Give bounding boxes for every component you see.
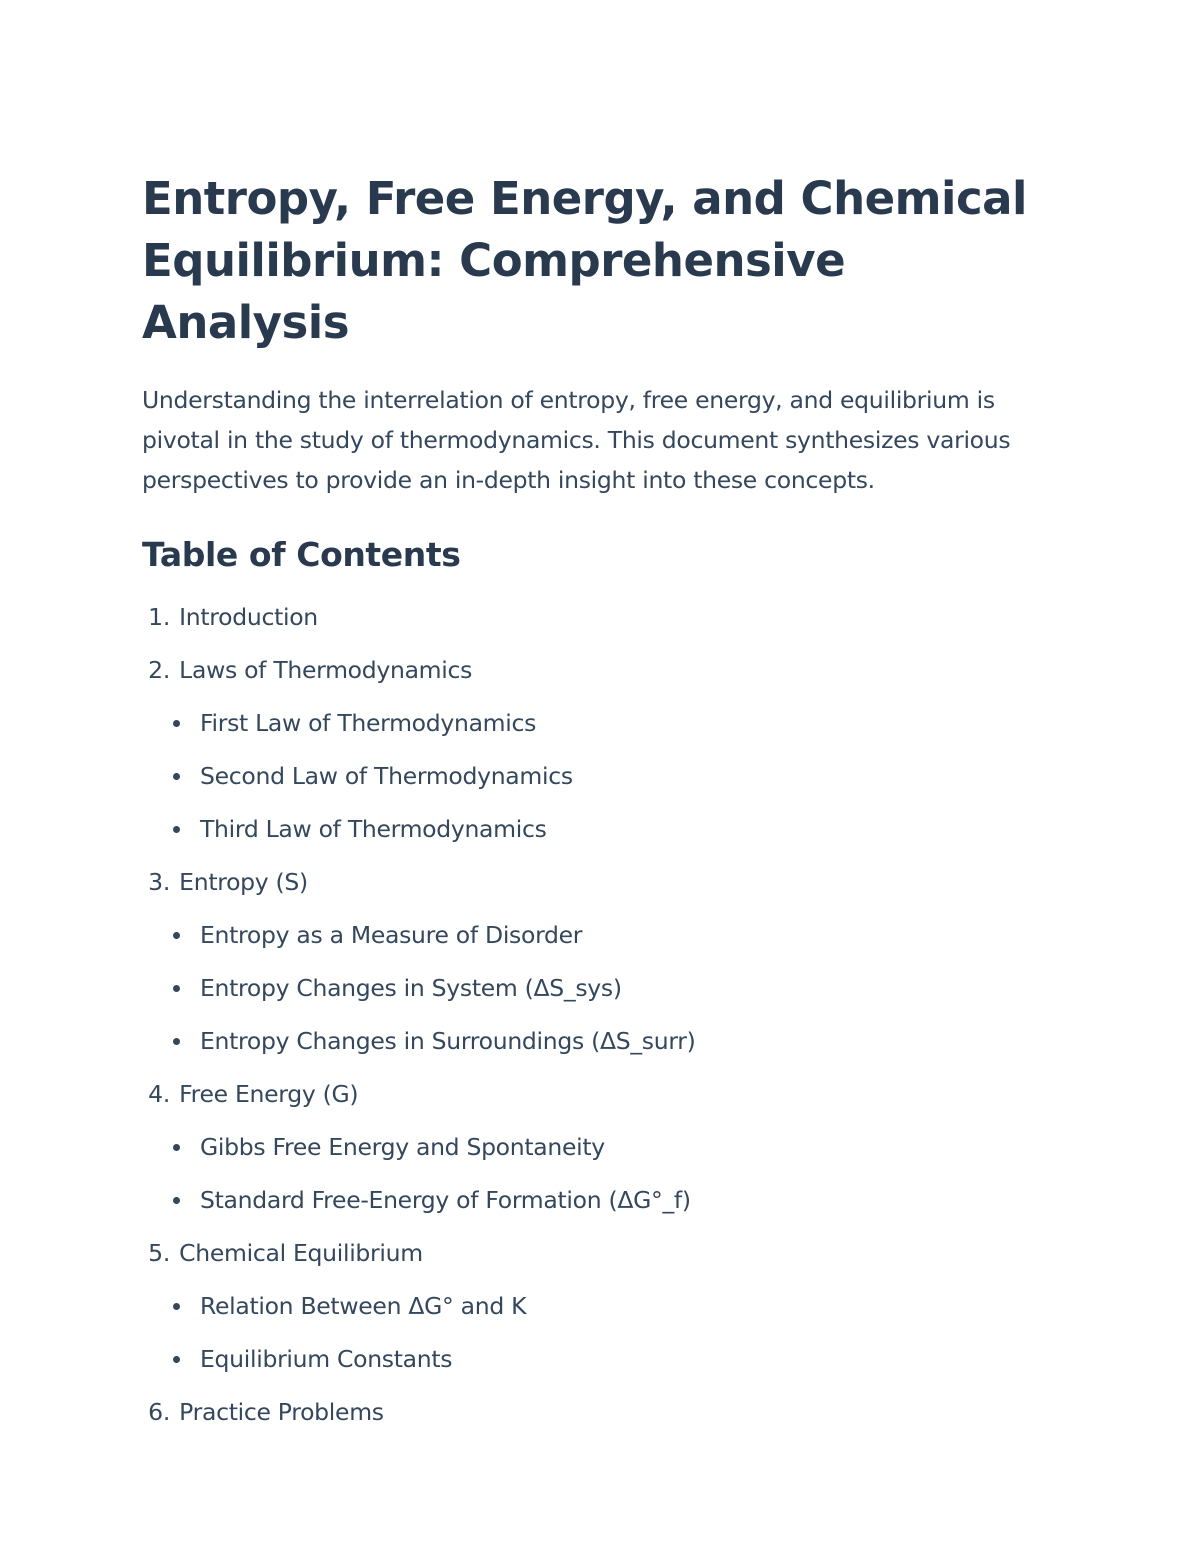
bullet-icon (173, 720, 180, 727)
toc-spacer (172, 1077, 179, 1111)
toc-entry (142, 1077, 1062, 1130)
toc-subitem (142, 1130, 1062, 1183)
toc-item (142, 1395, 1062, 1448)
toc-entry (142, 653, 1062, 706)
bullet-icon (173, 1038, 180, 1045)
toc-sublink[interactable]: Entropy Changes in System (ΔS_sys) (200, 974, 622, 1002)
toc-link[interactable]: Entropy (S) (179, 868, 308, 896)
toc-entry (142, 600, 1062, 653)
toc-spacer (172, 1236, 179, 1270)
toc-subitem (142, 706, 1062, 759)
bullet-icon (173, 985, 180, 992)
toc-sublink[interactable]: Standard Free-Energy of Formation (ΔG°_f) (200, 1186, 691, 1214)
toc-sublist (142, 918, 1062, 1077)
page-title: Entropy, Free Energy, and Chemical Equilibrium: Comprehensive Analysis (142, 172, 1027, 349)
toc-spacer (172, 600, 179, 634)
toc-number: 5. (148, 1239, 170, 1267)
toc-entry (142, 1395, 1062, 1448)
toc-sublink[interactable]: Second Law of Thermodynamics (200, 762, 573, 790)
toc-sublist (142, 1130, 1062, 1236)
toc-item (142, 1077, 1062, 1236)
toc-link[interactable]: Chemical Equilibrium (179, 1239, 423, 1267)
toc-subitem (142, 812, 1062, 865)
intro-paragraph: Understanding the interrelation of entropy, free energy, and equilibrium is pivotal in the study of thermodynamics. This document synthesizes various perspectives to provide an in-depth insight into these concepts. (142, 386, 1011, 494)
toc-subitem (142, 1289, 1062, 1342)
document-page (142, 168, 1062, 1448)
toc-sublist (142, 1289, 1062, 1395)
toc-link[interactable]: Introduction (179, 603, 318, 631)
toc-item (142, 600, 1062, 653)
toc-link[interactable]: Free Energy (G) (179, 1080, 359, 1108)
toc-number: 4. (148, 1080, 170, 1108)
toc-item (142, 865, 1062, 1077)
toc-spacer (172, 865, 179, 899)
toc-link[interactable]: Laws of Thermodynamics (179, 656, 473, 684)
toc-link[interactable]: Practice Problems (179, 1398, 384, 1426)
toc-spacer (172, 653, 179, 687)
toc-heading: Table of Contents (142, 535, 461, 574)
toc-item (142, 653, 1062, 865)
toc-subitem (142, 1342, 1062, 1395)
toc-sublink[interactable]: Equilibrium Constants (200, 1345, 453, 1373)
toc-number: 3. (148, 868, 170, 896)
toc-number: 2. (148, 656, 170, 684)
toc-entry (142, 1236, 1062, 1289)
toc-sublink[interactable]: Entropy as a Measure of Disorder (200, 921, 583, 949)
toc-spacer (172, 1395, 179, 1429)
bullet-icon (173, 826, 180, 833)
toc-subitem (142, 971, 1062, 1024)
toc-sublink[interactable]: Gibbs Free Energy and Spontaneity (200, 1133, 605, 1161)
toc-sublist (142, 706, 1062, 865)
table-of-contents (142, 600, 1062, 1448)
toc-subitem (142, 759, 1062, 812)
toc-number: 1. (148, 603, 170, 631)
toc-subitem (142, 918, 1062, 971)
toc-sublink[interactable]: Third Law of Thermodynamics (200, 815, 547, 843)
bullet-icon (173, 1356, 180, 1363)
toc-sublink[interactable]: First Law of Thermodynamics (200, 709, 537, 737)
bullet-icon (173, 1303, 180, 1310)
bullet-icon (173, 1197, 180, 1204)
bullet-icon (173, 932, 180, 939)
toc-subitem (142, 1024, 1062, 1077)
toc-sublink[interactable]: Relation Between ΔG° and K (200, 1292, 527, 1320)
bullet-icon (173, 1144, 180, 1151)
toc-item (142, 1236, 1062, 1395)
toc-number: 6. (148, 1398, 170, 1426)
bullet-icon (173, 773, 180, 780)
toc-subitem (142, 1183, 1062, 1236)
toc-sublink[interactable]: Entropy Changes in Surroundings (ΔS_surr) (200, 1027, 696, 1055)
toc-entry (142, 865, 1062, 918)
